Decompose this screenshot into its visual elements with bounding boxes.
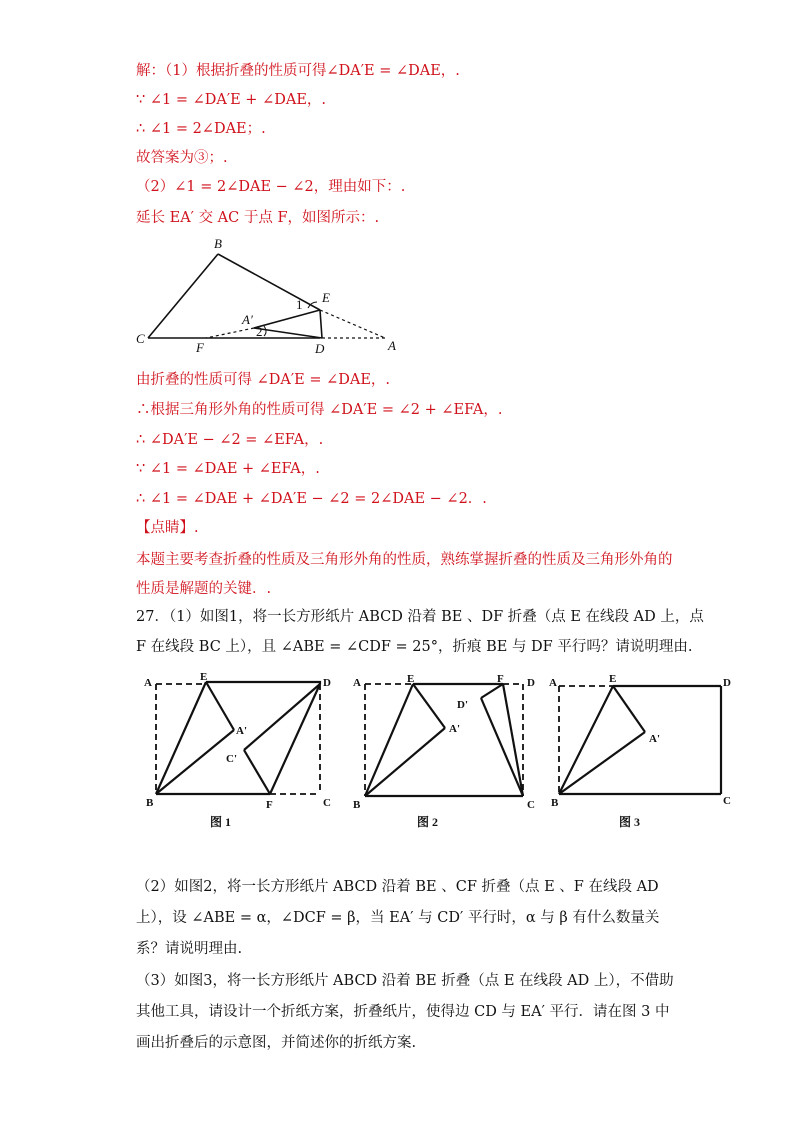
fig3-label-E: E [609,673,617,685]
fig1-label-E: E [200,672,208,683]
fig2-label-C: C [527,799,535,811]
tip-label: 【点睛】. [136,520,199,536]
solution-line-2: ∵ ∠1 = ∠DA′E + ∠DAE，. [136,92,327,108]
label-E: E [322,290,330,305]
fig2-label-F: F [497,673,504,685]
q1-line-2: F 在线段 BC 上），且 ∠ABE = ∠CDF = 25°，折痕 BE 与 DF 平行吗？请说明理由. [136,639,693,655]
label-D: D [315,341,325,356]
fig1-label-A-prime: A' [236,725,247,737]
fig2-label-A-prime: A' [449,723,460,735]
solution-line-7: 由折叠的性质可得 ∠DA′E = ∠DAE，. [136,372,391,388]
solution-line-8: ∴根据三角形外角的性质可得 ∠DA′E = ∠2 + ∠EFA，. [136,402,503,418]
q3-text: （3）如图3，将一长方形纸片 ABCD 沿着 BE 折叠（点 E 在线段 AD 上），不借助其他工具，请设计一个折纸方案，折叠纸片，使得边 CD 与 EA′ 平行．请在图 3 中画出折叠后的示意图，并简述你的折纸方案. [136,973,674,1051]
solution-line-4: 故答案为③；. [136,150,228,166]
label-C: C [136,331,145,346]
fig1-label-A: A [144,677,152,689]
fig1-label-B: B [146,797,154,809]
label-A-prime: A′ [242,312,253,327]
fig3-caption: 图 3 [619,815,641,829]
tip-text: 本题主要考查折叠的性质及三角形外角的性质，熟练掌握折叠的性质及三角形外角的性质是解题的关键．. [136,552,673,597]
fig1-label-C-prime: C' [226,753,237,765]
q1-line-1: 27．（1）如图1，将一长方形纸片 ABCD 沿着 BE 、DF 折叠（点 E 在线段 AD 上，点 [136,609,704,625]
fig3-label-D: D [723,677,731,689]
fig2-label-D-prime: D' [457,699,468,711]
solution-line-11: ∴ ∠1 = ∠DAE + ∠DA′E − ∠2 = 2∠DAE − ∠2．. [136,491,487,507]
fig2-label-B: B [353,799,361,811]
fig2-label-D: D [527,677,535,689]
figure-2 [345,672,545,832]
fig1-label-C: C [323,797,331,809]
solution-line-5: （2）∠1 = 2∠DAE − ∠2，理由如下：. [136,179,406,195]
label-angle-1: 1 [296,297,303,312]
fig2-label-A: A [353,677,361,689]
solution-line-10: ∵ ∠1 = ∠DAE + ∠EFA，. [136,461,320,477]
fig3-label-A-prime: A' [649,733,660,745]
label-A: A [388,338,396,353]
solution-line-9: ∴ ∠DA′E − ∠2 = ∠EFA，. [136,432,324,448]
fig1-caption: 图 1 [210,815,232,829]
figure-1 [140,672,340,832]
fig1-label-F: F [266,799,273,811]
label-angle-2: 2 [256,324,263,339]
solution-line-1: 解：（1）根据折叠的性质可得∠DA′E = ∠DAE，. [136,63,460,79]
fig1-label-D: D [323,677,331,689]
figure-3 [545,672,755,832]
label-F: F [196,340,204,355]
fig2-caption: 图 2 [417,815,439,829]
fig3-label-B: B [551,797,559,809]
fig3-label-C: C [723,795,731,807]
solution-line-6: 延长 EA′ 交 AC 于点 F，如图所示：. [136,210,380,226]
triangle-figure [130,232,410,360]
fig3-label-A: A [549,677,557,689]
solution-line-3: ∴ ∠1 = 2∠DAE；. [136,121,266,137]
q2-text: （2）如图2，将一长方形纸片 ABCD 沿着 BE 、CF 折叠（点 E 、F 在线段 AD 上），设 ∠ABE = α，∠DCF = β，当 EA′ 与 CD′ 平行时，α 与 β 有什么数量关系？请说明理由. [136,879,660,957]
fig2-label-E: E [407,673,415,685]
label-B: B [214,236,222,251]
